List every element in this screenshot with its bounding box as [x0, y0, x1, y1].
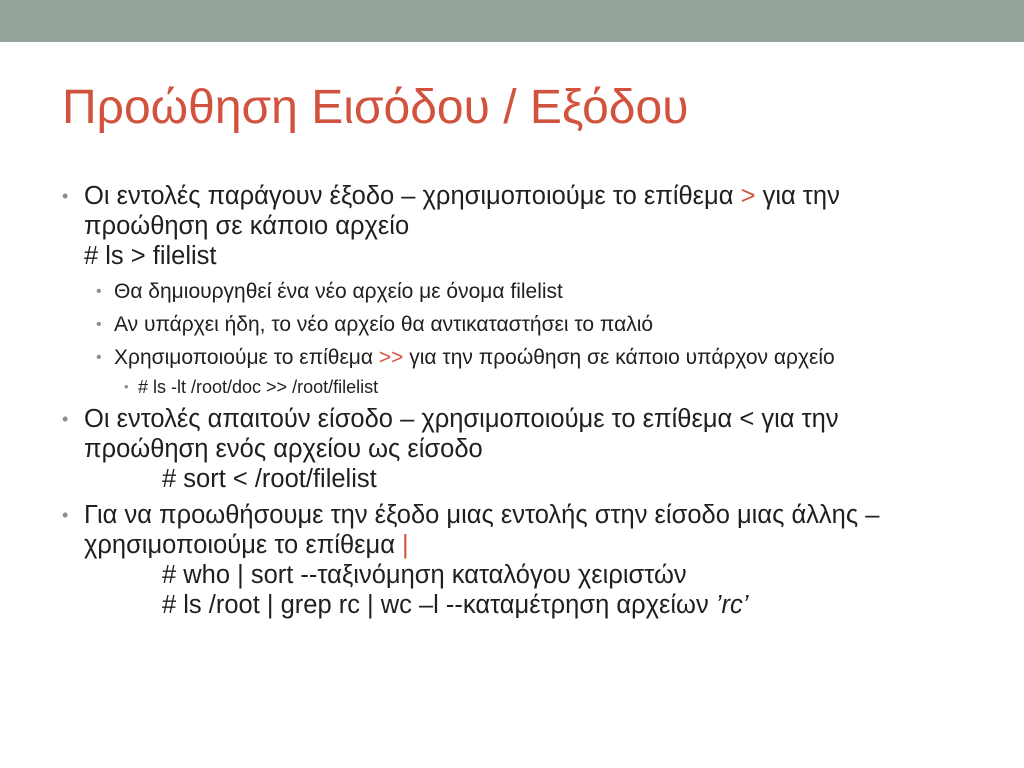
- command-example: # ls > filelist: [84, 242, 217, 270]
- command-example: [84, 590, 960, 620]
- command-example: # ls -lt /root/doc >> /root/filelist: [138, 377, 379, 397]
- top-accent-bar: [0, 0, 1024, 42]
- bullet-icon: •: [96, 283, 102, 300]
- bullet-item-input-redirect: [60, 404, 960, 494]
- bullet-icon: •: [62, 186, 69, 206]
- bullet-icon: •: [62, 505, 69, 525]
- sub-bullet-item: [84, 345, 960, 398]
- command-example: # sort < /root/filelist: [162, 465, 377, 493]
- bullet-text: Οι εντολές παράγουν έξοδο – χρησιμοποιούμε το επίθεμα: [84, 182, 741, 210]
- sub-bullet-text: για την προώθηση σε κάποιο υπάρχον αρχείο: [403, 346, 835, 369]
- sub-bullet-text: Θα δημιουργηθεί ένα νέο αρχείο με όνομα filelist: [114, 280, 563, 303]
- bullet-item-output-redirect: [60, 181, 960, 398]
- sub-bullet-text: Αν υπάρχει ήδη, το νέο αρχείο θα αντικαταστήσει το παλιό: [114, 313, 654, 336]
- bullet-icon: •: [96, 349, 102, 366]
- bullet-item-pipe: [60, 500, 960, 620]
- bullet-icon: •: [96, 316, 102, 333]
- bullet-icon: •: [62, 409, 69, 429]
- bullet-text: Οι εντολές απαιτούν είσοδο – χρησιμοποιούμε το επίθεμα < για την προώθηση ενός αρχείου ως είσοδο: [84, 405, 839, 463]
- sub-bullet-list: [84, 279, 960, 398]
- pipe-symbol: |: [402, 531, 409, 559]
- slide-title: Προώθηση Εισόδου / Εξόδου: [62, 81, 689, 134]
- sub-bullet-item: [84, 312, 960, 337]
- redirect-symbol: >: [740, 182, 756, 210]
- slide-content: [60, 181, 960, 620]
- bullet-text: Για να προωθήσουμε την έξοδο μιας εντολής στην είσοδο μιας άλλης – χρησιμοποιούμε το επίθεμα: [84, 501, 880, 559]
- command-italic-text: ’rc’: [715, 591, 749, 619]
- bullet-text: για την προώθηση σε κάποιο αρχείο: [84, 182, 840, 240]
- bullet-icon: •: [124, 379, 129, 394]
- sub-sub-bullet-item: [114, 376, 960, 398]
- sub-bullet-item: [84, 279, 960, 304]
- bullet-list: [60, 181, 960, 620]
- sub-bullet-text: Χρησιμοποιούμε το επίθεμα: [114, 346, 379, 369]
- command-text: # ls /root | grep rc | wc –l --καταμέτρηση αρχείων: [162, 591, 716, 619]
- sub-sub-bullet-list: [114, 376, 960, 398]
- command-example: # who | sort --ταξινόμηση καταλόγου χειριστών: [162, 561, 687, 589]
- append-symbol: >>: [378, 346, 404, 369]
